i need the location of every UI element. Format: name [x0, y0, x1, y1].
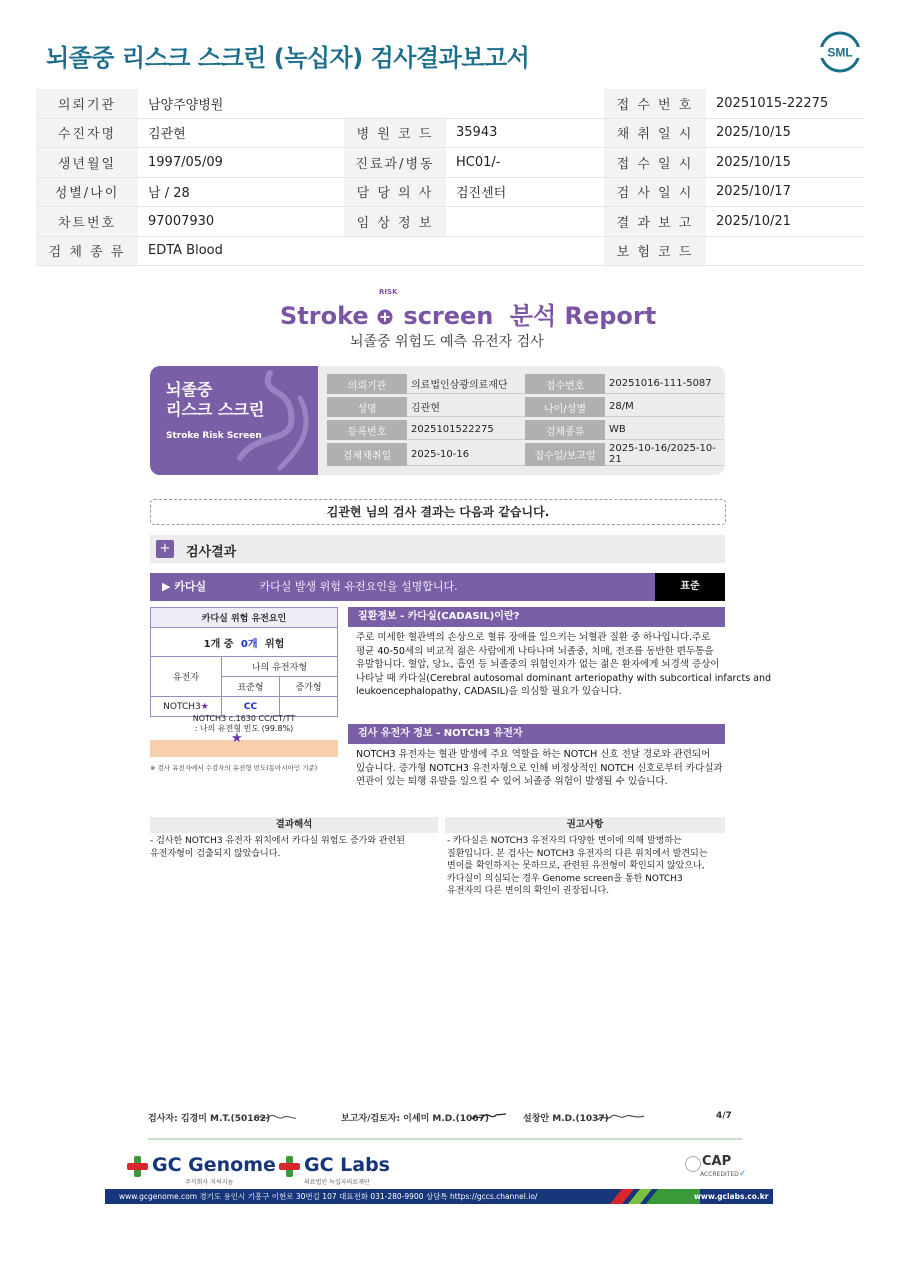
- card-value: 2025-10-16: [407, 443, 525, 466]
- card-label: 등록번호: [327, 420, 407, 440]
- text-line: leukoencephalopathy, CADASIL)을 의심할 필요가 있습니다.: [356, 686, 622, 697]
- info-label: 병 원 코 드: [344, 118, 446, 148]
- info-label: 임 상 정 보: [344, 207, 446, 237]
- cap-accredited: ACCREDITED✓: [700, 1169, 747, 1179]
- info-label: [344, 89, 446, 118]
- gene-risk-table: [150, 607, 338, 717]
- tester-signature: [252, 1110, 298, 1124]
- card-value: 20251016-111-5087: [605, 374, 723, 394]
- risk-count: 1개 중 0개 위험: [151, 628, 338, 657]
- sml-logo: [818, 30, 862, 74]
- info-label: 수진자명: [36, 118, 138, 148]
- info-value: 2025/10/17: [706, 177, 864, 207]
- text-line: 유전자형이 검출되지 않았습니다.: [150, 848, 281, 859]
- cap-logo: CAP: [702, 1154, 732, 1169]
- reviewer-signature: [596, 1110, 646, 1124]
- text-line: 유발합니다. 혈압, 당뇨, 흡연 등 뇌졸중의 위험인자가 없는 젊은 환자에게 뇌경색 증상이: [356, 659, 720, 670]
- card-row: [327, 420, 723, 440]
- footer-divider: [148, 1138, 742, 1140]
- info-value: 1997/05/09: [138, 148, 344, 178]
- text-line: 질환입니다. 본 검사는 NOTCH3 유전자의 다른 위치에서 발견되는: [447, 848, 708, 859]
- info-label: 검 사 일 시: [604, 177, 706, 207]
- document-plus-icon: +: [156, 540, 174, 558]
- gene-table-header: 카다실 위험 유전요인: [151, 608, 338, 628]
- info-value: 97007930: [138, 207, 344, 237]
- gene-info-title: 검사 유전자 정보 - NOTCH3 유전자: [348, 724, 725, 744]
- card-value: 의료법인삼광의료재단: [407, 374, 525, 394]
- star-icon: ★: [200, 701, 209, 712]
- info-value: 김관현: [138, 118, 344, 148]
- info-value: 남 / 28: [138, 177, 344, 207]
- info-label: 보 험 코 드: [604, 236, 706, 266]
- card-value: WB: [605, 420, 723, 440]
- card-value: 2025101522275: [407, 420, 525, 440]
- footer-site: www.gclabs.co.kr: [694, 1192, 769, 1201]
- card-info-table: [327, 371, 723, 469]
- recommendation-text: [447, 835, 737, 898]
- reporter-signature: [470, 1110, 508, 1124]
- info-row: [36, 118, 864, 148]
- text-line: - 검사한 NOTCH3 유전자 위치에서 카다실 위험도 증가와 관련된: [150, 836, 405, 846]
- info-label: [344, 236, 446, 266]
- info-value: [446, 236, 604, 266]
- card-label: 접수번호: [525, 374, 605, 394]
- info-value: [446, 89, 604, 118]
- info-label: 성별/나이: [36, 177, 138, 207]
- info-label: 접 수 일 시: [604, 148, 706, 178]
- text-line: 연관이 있는 퇴행 유발을 일으킬 수 있어 뇌졸중 위험이 발생될 수 있습니다.: [356, 776, 668, 787]
- text-line: 평균 40-50세의 비교적 젊은 사람에게 나타나며 뇌졸중, 치매, 전조를 동반한 편두통을: [356, 645, 714, 657]
- category-desc: 카다실 발생 위험 유전요인을 설명합니다.: [259, 580, 458, 593]
- info-value: 남양주양병원: [138, 89, 344, 118]
- text-line: 카다실이 의심되는 경우 Genome screen을 통한 NOTCH3: [447, 873, 683, 884]
- info-value: HC01/-: [446, 148, 604, 178]
- col-standard: 표준형: [222, 677, 280, 697]
- brand-stroke: Stroke: [280, 302, 369, 330]
- info-value: 20251015-22275: [706, 89, 864, 118]
- cap-seal-icon: [685, 1156, 701, 1172]
- category-bar: [150, 573, 655, 601]
- gc-cross-icon-2: [278, 1155, 300, 1177]
- risk-count-value: 0개: [240, 638, 258, 650]
- card-value: 28/M: [605, 397, 723, 417]
- info-label: 검 체 종 류: [36, 236, 138, 266]
- card-subtitle: Stroke Risk Screen: [166, 431, 262, 441]
- col-my-genotype: 나의 유전자형: [222, 657, 338, 677]
- info-value: 2025/10/21: [706, 207, 864, 237]
- page-number: 4/7: [716, 1111, 732, 1121]
- info-row: [36, 236, 864, 266]
- plus-circle-icon: [377, 309, 393, 325]
- result-intro: 김관현 님의 검사 결과는 다음과 같습니다.: [150, 499, 726, 525]
- info-value: 2025/10/15: [706, 118, 864, 148]
- card-label: 접수일/보고일: [525, 443, 605, 466]
- interpretation-title: 결과해석: [150, 817, 438, 833]
- gene-name: NOTCH3★: [151, 697, 222, 717]
- info-row: [36, 177, 864, 207]
- status-badge: 표준: [655, 573, 725, 601]
- info-label: 진료과/병동: [344, 148, 446, 178]
- info-value: 검진센터: [446, 177, 604, 207]
- info-value: [446, 207, 604, 237]
- text-line: 주로 미세한 혈관벽의 손상으로 혈류 장애를 일으키는 뇌혈관 질환 중 하나입니다.주로: [356, 632, 711, 643]
- info-value: 2025/10/15: [706, 148, 864, 178]
- info-value: [706, 236, 864, 266]
- frequency-label: NOTCH3 c.1630 CC/CT/TT : 나의 유전형 빈도 (99.8%): [192, 714, 296, 733]
- col-increased: 증가형: [280, 677, 338, 697]
- brand-screen: screen: [403, 302, 494, 330]
- card-title: 뇌졸중 리스크 스크린: [166, 380, 265, 419]
- info-label: 차트번호: [36, 207, 138, 237]
- text-line: 변이를 확인하지는 못하므로, 관련된 유전형이 확인되지 않았으나,: [447, 861, 705, 871]
- text-line: 나타날 때 카다실(Cerebral autosomal dominant arteriopathy with subcortical infarcts and: [356, 672, 772, 684]
- card-value: 김관현: [407, 397, 525, 417]
- footer-stripes: [600, 1189, 700, 1204]
- patient-info-table: [36, 89, 864, 266]
- gc-genome-sub: 주식회사 지씨지놈: [185, 1179, 234, 1186]
- reporter-sign: 보고자/검토자: 이세미 M.D.(1067): [341, 1114, 489, 1124]
- info-value: 35943: [446, 118, 604, 148]
- card-label: 나이/성별: [525, 397, 605, 417]
- info-row: [36, 148, 864, 178]
- text-line: - 카다실은 NOTCH3 유전자의 다양한 변이에 의해 발병하는: [447, 836, 682, 846]
- card-label: 의뢰기관: [327, 374, 407, 394]
- info-label: 생년월일: [36, 148, 138, 178]
- tester-sign: 검사자: 김경미 M.T.(50162): [148, 1114, 271, 1124]
- card-label: 성명: [327, 397, 407, 417]
- info-label: 담 당 의 사: [344, 177, 446, 207]
- card-row: [327, 374, 723, 394]
- frequency-note: ※ 검사 유전자에서 수검자의 유전형 빈도(동아시아인 기준): [150, 764, 318, 772]
- gc-labs-sub: 의료법인 녹십자의료재단: [304, 1179, 370, 1186]
- report-subtitle: 뇌졸중 위험도 예측 유전자 검사: [350, 334, 544, 350]
- frequency-bar: [150, 740, 338, 757]
- frequency-star-icon: ★: [231, 731, 243, 746]
- text-line: 있습니다. 증가형 NOTCH3 유전자형으로 인해 비정상적인 NOTCH 신호로부터 카다실과: [356, 762, 723, 774]
- report-brand: [280, 288, 657, 331]
- section-bar: [150, 535, 725, 563]
- brand-risk: RISK: [379, 288, 398, 296]
- text-line: NOTCH3 유전자는 혈관 발생에 주요 역할을 하는 NOTCH 신호 전달 경로와 관련되어: [356, 749, 711, 760]
- category-name: ▶ 카다실: [162, 580, 207, 593]
- recommendation-title: 권고사항: [445, 817, 725, 833]
- info-label: 접 수 번 호: [604, 89, 706, 118]
- standard-value: CC: [222, 697, 280, 717]
- page-title: 뇌졸중 리스크 스크린 (녹십자) 검사결과보고서: [46, 44, 530, 72]
- gene-info-text: [356, 748, 736, 789]
- gc-genome-logo: GC Genome: [152, 1154, 276, 1176]
- info-label: 의뢰기관: [36, 89, 138, 118]
- col-gene: 유전자: [151, 657, 222, 697]
- section-title: 검사결과: [186, 545, 237, 560]
- disease-info-text: [356, 631, 772, 699]
- info-value: EDTA Blood: [138, 236, 344, 266]
- info-label: 결 과 보 고: [604, 207, 706, 237]
- card-row: [327, 397, 723, 417]
- info-row: [36, 89, 864, 118]
- disease-info-title: 질환정보 - 카다실(CADASIL)이란?: [348, 607, 725, 627]
- card-value: 2025-10-16/2025-10-21: [605, 443, 723, 466]
- info-label: 채 취 일 시: [604, 118, 706, 148]
- card-label: 검체채취일: [327, 443, 407, 466]
- card-label: 검체종류: [525, 420, 605, 440]
- reviewer-sign: 설창안 M.D.(1037): [523, 1114, 609, 1124]
- gc-labs-logo: GC Labs: [304, 1154, 390, 1176]
- brand-suffix: 분석 Report: [509, 302, 657, 330]
- svg-text:SML: SML: [827, 45, 853, 60]
- card-row: [327, 443, 723, 466]
- footer-contact: www.gcgenome.com 경기도 용인시 기흥구 이현로 30번길 107 대표전화 031-280-9900 상담톡 https://gccs.channel.io/: [119, 1192, 538, 1201]
- info-row: [36, 207, 864, 237]
- text-line: 유전자의 다른 변이의 확인이 권장됩니다.: [447, 886, 610, 896]
- gc-cross-icon: [126, 1155, 148, 1177]
- interpretation-text: [150, 835, 445, 860]
